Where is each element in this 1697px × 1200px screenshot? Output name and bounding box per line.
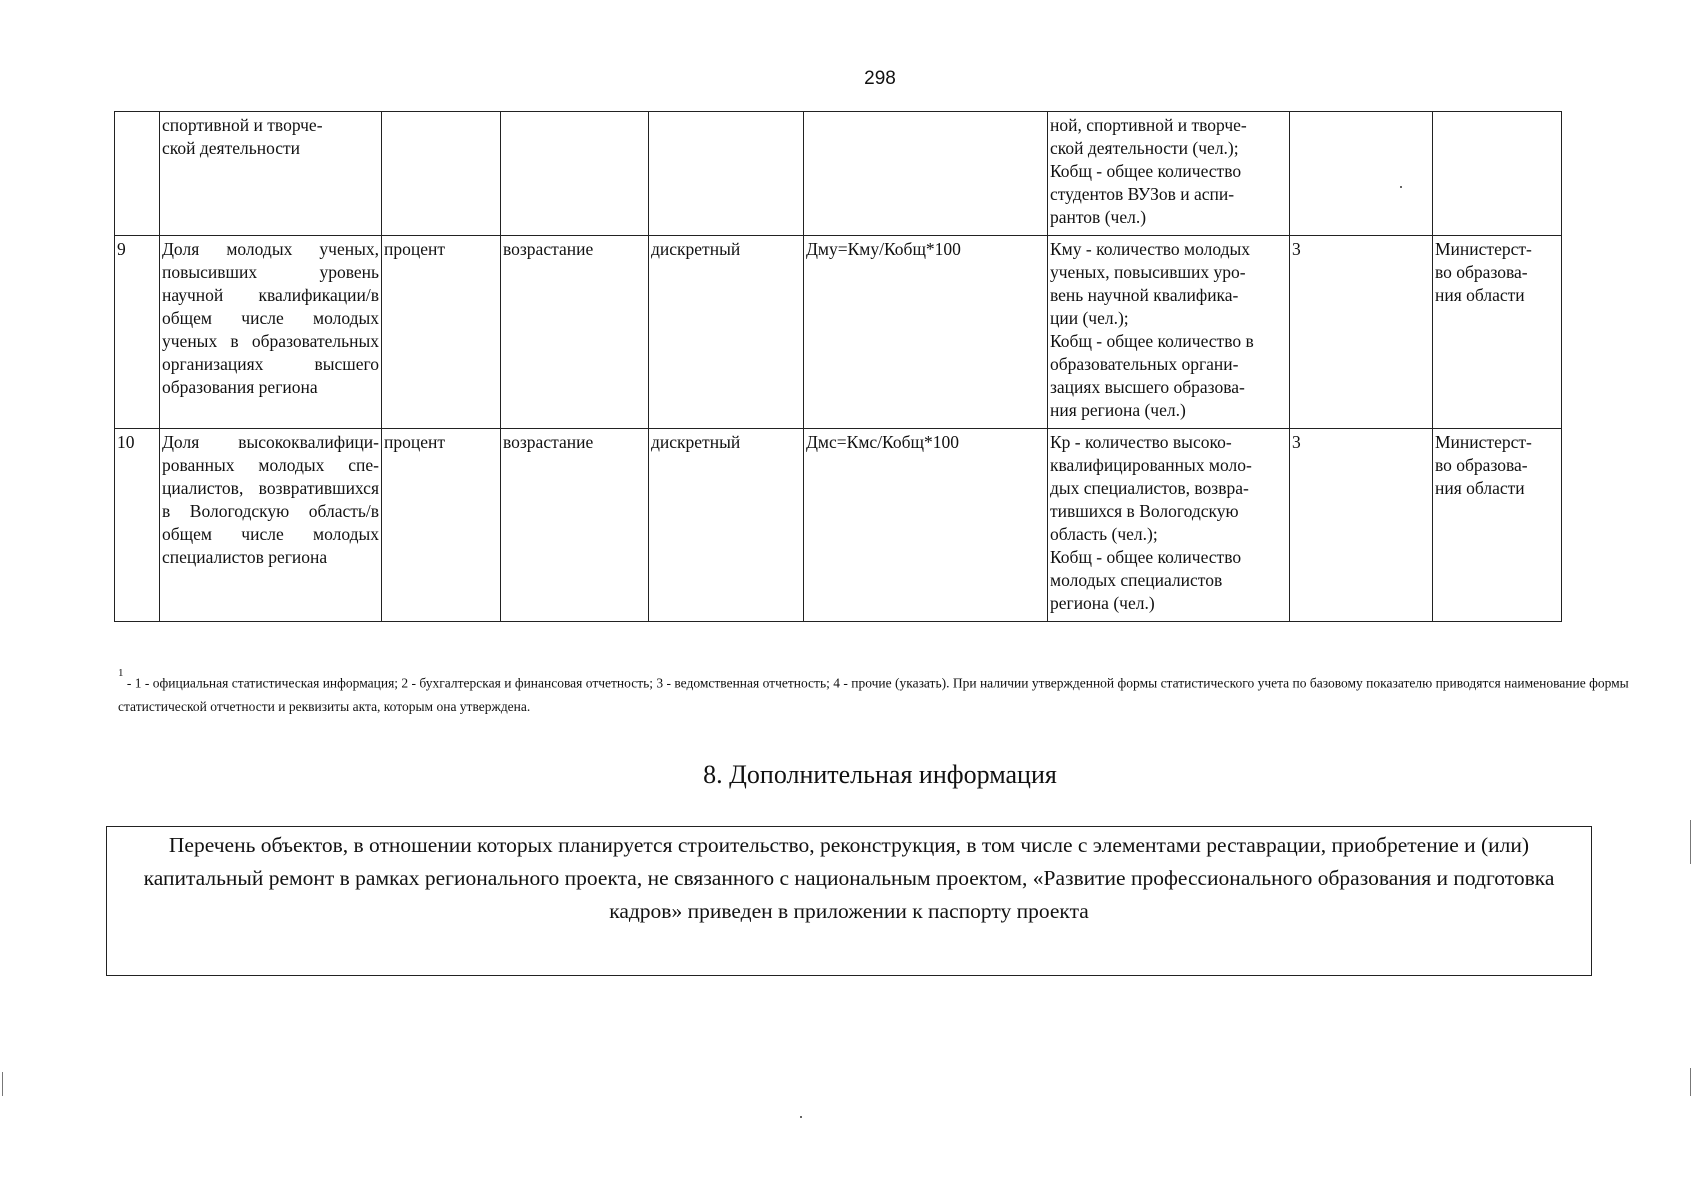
cell-source bbox=[1290, 112, 1433, 236]
cell-type: дискретный bbox=[649, 236, 804, 429]
scan-edge-mark bbox=[2, 1072, 3, 1096]
page-number: 298 bbox=[864, 68, 896, 89]
cell-number: 10 bbox=[115, 429, 160, 622]
cell-responsible: Министерст- во образова- ния области bbox=[1433, 236, 1562, 429]
additional-info-text: Перечень объектов, в отношении которых планируется строительство, реконструкция, в том числе с элементами реставрации, приобретение и (или) капитальный ремонт в рамках регионального проекта, не связанного с национальным проектом, «Развитие профессионального образования и подготовка кадров» приведен в приложении к паспорту проекта bbox=[143, 833, 1555, 923]
scan-speck bbox=[1400, 186, 1402, 188]
cell-number bbox=[115, 112, 160, 236]
cell-unit bbox=[382, 112, 501, 236]
table-row bbox=[115, 236, 1562, 429]
indicators-table bbox=[114, 111, 1562, 622]
cell-direction: возрастание bbox=[501, 429, 649, 622]
cell-indicator-name: Доля высококвалифицированных молодых специалистов, возвратившихся в Вологодскую область/в общем числе молодых специалистов региона bbox=[160, 429, 382, 622]
cell-indicator-name: спортивной и творче- ской деятельности bbox=[160, 112, 382, 236]
scan-speck bbox=[800, 1116, 802, 1118]
footnote-text: - 1 - официальная статистическая информация; 2 - бухгалтерская и финансовая отчетность; 3 - ведомственная отчетность; 4 - прочие (указать). При наличии утвержденной формы статистического учета по базовому показателю приводятся наименование формы статистической отчетности и реквизиты акта, которым она утверждена. bbox=[118, 675, 1629, 714]
cell-formula: Дму=Кму/Кобщ*100 bbox=[804, 236, 1048, 429]
cell-type bbox=[649, 112, 804, 236]
additional-info-box bbox=[106, 826, 1592, 976]
cell-responsible: Министерст- во образова- ния области bbox=[1433, 429, 1562, 622]
cell-direction bbox=[501, 112, 649, 236]
table-row bbox=[115, 429, 1562, 622]
footnote-mark: 1 bbox=[118, 667, 124, 679]
cell-definition: ной, спортивной и творче- ской деятельности (чел.); Кобщ - общее количество студентов ВУЗов и аспи- рантов (чел.) bbox=[1048, 112, 1290, 236]
cell-formula: Дмс=Кмс/Кобщ*100 bbox=[804, 429, 1048, 622]
cell-definition: Кр - количество высоко- квалифицированных моло- дых специалистов, возвра- тившихся в Вологодскую область (чел.); Кобщ - общее количество молодых специалистов региона (чел.) bbox=[1048, 429, 1290, 622]
cell-unit: процент bbox=[382, 236, 501, 429]
section-title: 8. Дополнительная информация bbox=[703, 760, 1057, 789]
scan-edge-mark bbox=[1690, 820, 1691, 864]
cell-number: 9 bbox=[115, 236, 160, 429]
cell-responsible bbox=[1433, 112, 1562, 236]
cell-direction: возрастание bbox=[501, 236, 649, 429]
footnote bbox=[118, 668, 1648, 718]
cell-source: 3 bbox=[1290, 429, 1433, 622]
cell-type: дискретный bbox=[649, 429, 804, 622]
cell-formula bbox=[804, 112, 1048, 236]
table-row bbox=[115, 112, 1562, 236]
cell-unit: процент bbox=[382, 429, 501, 622]
cell-definition: Кму - количество молодых ученых, повысивших уро- вень научной квалифика- ции (чел.); Кобщ - общее количество в образовательных органи- зациях высшего образова- ния региона (чел.) bbox=[1048, 236, 1290, 429]
scan-edge-mark bbox=[1690, 1068, 1691, 1096]
cell-source: 3 bbox=[1290, 236, 1433, 429]
cell-indicator-name: Доля молодых ученых, повысивших уровень научной квалификации/в общем числе молодых ученых в образовательных организациях высшего образования региона bbox=[160, 236, 382, 429]
